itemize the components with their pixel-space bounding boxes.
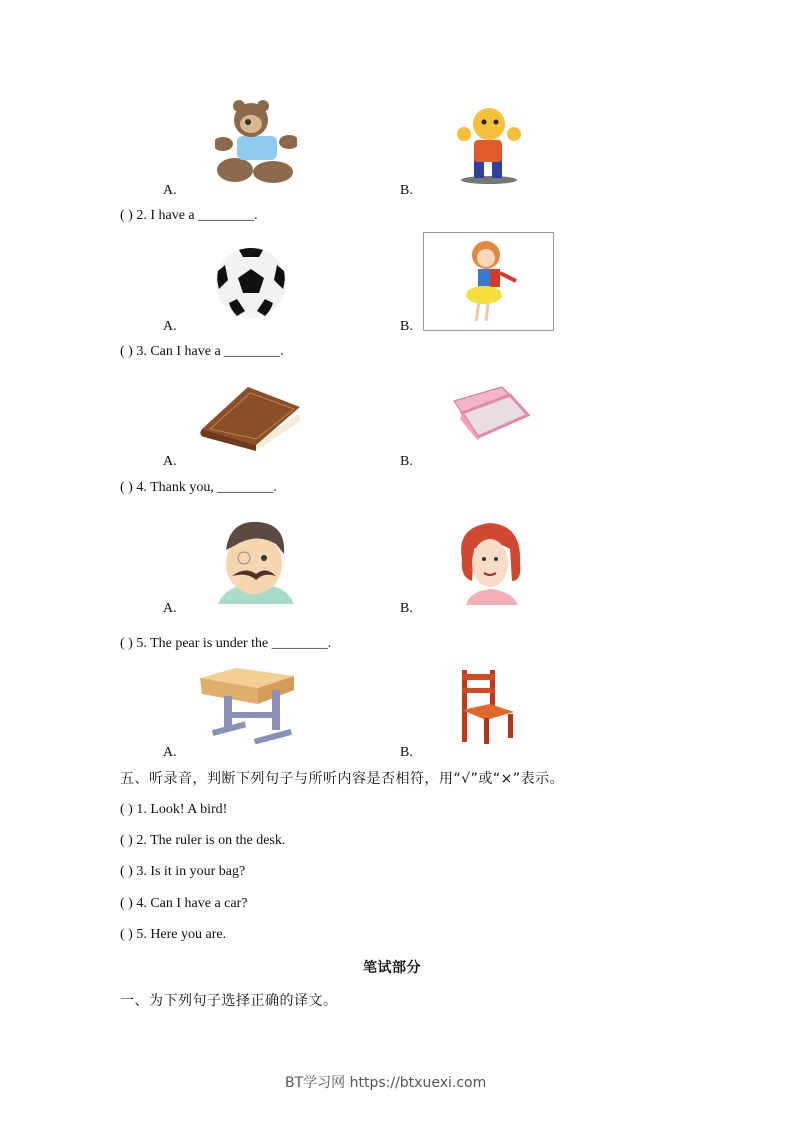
book-image bbox=[198, 385, 302, 452]
q5-option-a-label: A. bbox=[163, 745, 177, 760]
doll-image bbox=[423, 232, 554, 331]
section5-item-2: ( ) 2. The ruler is on the desk. bbox=[120, 833, 286, 848]
q2-option-a-label: A. bbox=[163, 319, 177, 334]
man-face-image bbox=[216, 518, 296, 604]
q5-option-b-label: B. bbox=[400, 745, 413, 760]
section5-heading: 五、听录音，判断下列句子与所听内容是否相符，用“√”或“×”表示。 bbox=[120, 771, 565, 787]
q5-question: ( ) 5. The pear is under the ________. bbox=[120, 636, 332, 651]
q4-option-b-label: B. bbox=[400, 601, 413, 616]
section5-item-1: ( ) 1. Look! A bird! bbox=[120, 802, 228, 817]
q3-question: ( ) 3. Can I have a ________. bbox=[120, 344, 284, 359]
q3-option-a-label: A. bbox=[163, 454, 177, 469]
q4-option-a-label: A. bbox=[163, 601, 177, 616]
q4-question: ( ) 4. Thank you, ________. bbox=[120, 480, 277, 495]
q2-question: ( ) 2. I have a ________. bbox=[120, 208, 258, 223]
section5-item-5: ( ) 5. Here you are. bbox=[120, 927, 227, 942]
bear-toy-image bbox=[215, 100, 297, 184]
chair-image bbox=[460, 670, 516, 744]
woman-face-image bbox=[456, 519, 524, 605]
section5-item-4: ( ) 4. Can I have a car? bbox=[120, 896, 248, 911]
q1-option-b-label: B. bbox=[400, 183, 413, 198]
pencil-box-image bbox=[452, 385, 530, 443]
footer-watermark: BT学习网 https://btxuexi.com bbox=[285, 1075, 487, 1091]
q2-option-b-label: B. bbox=[400, 319, 413, 334]
written-part-title: 笔试部分 bbox=[363, 960, 421, 976]
section5-item-3: ( ) 3. Is it in your bag? bbox=[120, 864, 246, 879]
q3-option-b-label: B. bbox=[400, 454, 413, 469]
tiger-toy-image bbox=[456, 104, 522, 186]
section1-heading: 一、为下列句子选择正确的译文。 bbox=[120, 993, 338, 1009]
desk-image bbox=[198, 668, 294, 750]
soccer-ball-image bbox=[215, 247, 287, 319]
q1-option-a-label: A. bbox=[163, 183, 177, 198]
